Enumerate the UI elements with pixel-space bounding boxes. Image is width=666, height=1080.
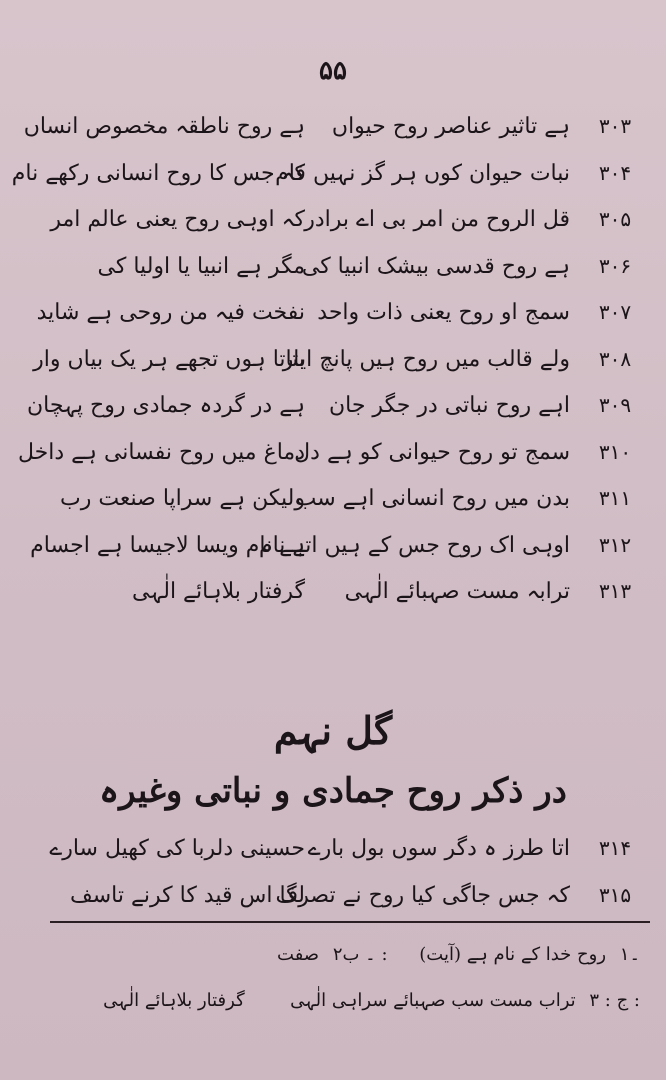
footnote-text: گرفتار بلاہائے الٰہی [103,990,245,1011]
verse-row [33,339,640,386]
verse-list [11,106,640,618]
verse-row [30,525,640,572]
verse-second-hemistich: لگا اس قید کا کرنے تاسف [69,882,305,908]
verse-row [11,153,640,200]
footnote-row [40,990,640,1036]
footnote-number: ۳ : ج : [589,990,640,1011]
footnote-row [40,944,640,990]
verse-first-hemistich: قل الروح من امر بی اے برادر [304,207,570,232]
verse-list-secondary [40,828,640,921]
verse-number: ۳۰۷ [598,300,632,324]
verse-first-hemistich: اتا طرز ہ دگر سوں بول بارے [307,836,570,861]
verse-row [18,432,640,479]
verse-number: ۳۱۳ [598,579,632,603]
footnote-text: صفت [277,944,320,965]
verse-number: ۳۰۵ [598,207,632,231]
verse-first-hemistich: اہے روح نباتی در جگر جان [328,393,570,418]
footnote-text: تراب مست سب صہبائے سراہی الٰہی [290,990,576,1011]
verse-number: ۳۰۸ [598,346,632,371]
verse-row [26,385,640,432]
verse-second-hemistich: نفخت فیہ من روحی ہے شاید [36,300,305,325]
verse-number: ۳۱۴ [598,836,632,860]
verse-second-hemistich: ہے روح ناطقہ مخصوص انساں [23,114,305,139]
verse-number: ۳۱۱ [598,486,632,510]
verse-first-hemistich: سمج او روح یعنی ذات واحد [317,300,570,325]
verse-row [40,828,640,875]
verse-second-hemistich: حسینی دلربا کی کھیل سارے [49,836,305,861]
verse-number: ۳۰۳ [598,114,632,138]
verse-row [40,571,640,618]
verse-second-hemistich: ولیکن ہے سراپا صنعت رب [60,486,305,511]
footnote-divider [50,921,650,923]
footnote-text: روح خدا کے نام ہے (آیت) [419,944,607,965]
verse-second-hemistich: ہے در گردہ جمادی روح پہچان [26,393,305,418]
section-subtitle: در ذکر روح جمادی و نباتی وغیرہ [99,771,567,811]
page-number: ۵۵ [319,56,347,86]
verse-first-hemistich: نبات حیوان کوں ہر گز نہیں فام [275,160,570,186]
verse-second-hemistich: بتاتا ہوں تجھے ہر یک بیاں وار [33,346,305,372]
verse-first-hemistich: ترابہ مست صہبائے الٰہی [344,579,570,604]
verse-first-hemistich: ہے روح قدسی بیشک انبیا کی [301,253,570,279]
footnotes [40,944,640,1036]
verse-number: ۳۱۲ [598,532,632,557]
verse-first-hemistich: اوہی اک روح جس کے ہیں اتے نام [258,532,570,558]
verse-number: ۳۰۴ [598,160,632,185]
verse-number: ۳۰۶ [598,253,632,278]
verse-number: ۳۰۹ [598,393,632,417]
verse-first-hemistich: بدن میں روح انسانی اہے سب [295,486,570,511]
verse-row [40,246,640,293]
verse-second-hemistich: کہ اوہی روح یعنی عالم امر [50,207,305,232]
verse-second-hemistich: دماغ میں روح نفسانی ہے داخل [18,439,305,465]
verse-row [23,106,640,153]
verse-second-hemistich: کہ جس کا روح انسانی رکھے نام [11,160,305,186]
verse-first-hemistich: ہے تاثیر عناصر روح حیواں [331,114,570,139]
section-heading: گل نہم [273,708,393,753]
verse-number: ۳۱۵ [598,882,632,907]
verse-first-hemistich: کہ جس جاگی کیا روح نے تصرف [275,882,570,908]
verse-first-hemistich: سمج تو روح حیوانی کو ہے دل [294,439,570,465]
verse-second-hemistich: مگر ہے انبیا یا اولیا کی [97,253,305,279]
verse-row [40,199,640,246]
verse-second-hemistich: ہے نام ویسا لاجیسا ہے اجسام [30,532,305,558]
footnote-number: ۲۔ ب : [332,944,388,965]
verse-row [40,478,640,525]
verse-first-hemistich: ولے قالب میں روح ہیں پانچ ایار [282,346,570,372]
footnote-number: ۱۔ [619,944,640,965]
verse-second-hemistich: گرفتار بلاہائے الٰہی [132,579,305,604]
verse-row [40,875,640,922]
verse-number: ۳۱۰ [598,439,632,464]
verse-row [36,292,640,339]
